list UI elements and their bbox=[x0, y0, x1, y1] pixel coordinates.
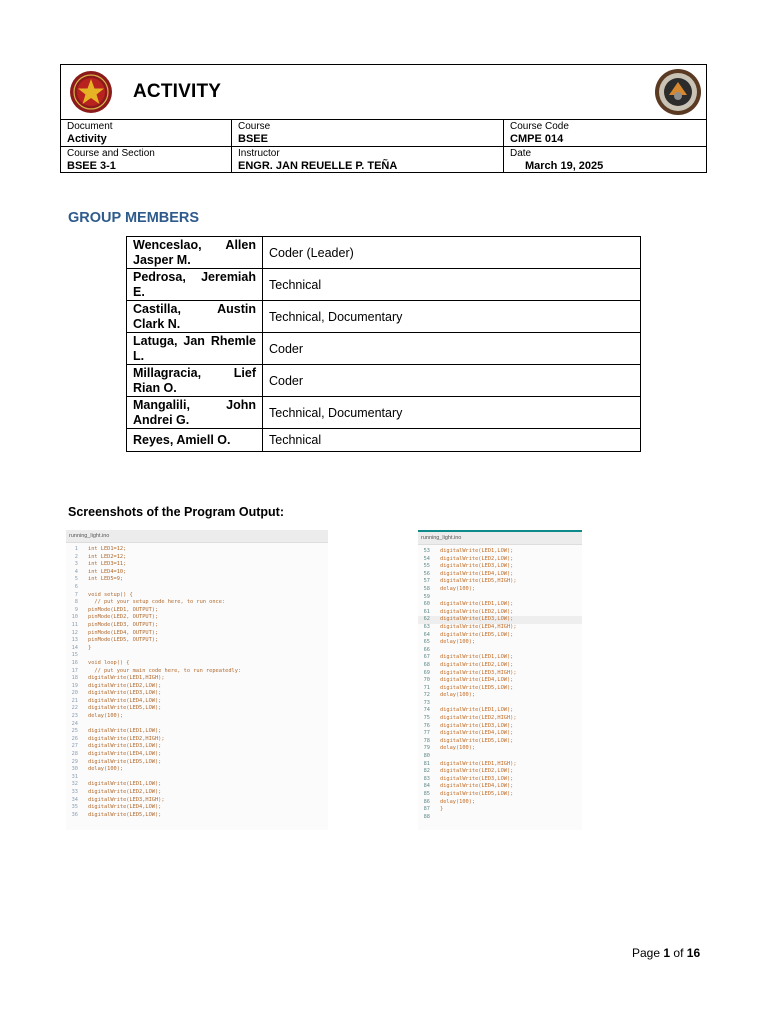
code-line bbox=[66, 789, 328, 797]
code-text: } bbox=[440, 806, 444, 813]
code-line bbox=[66, 614, 328, 622]
code-text: pinMode(LED4, OUTPUT); bbox=[88, 629, 159, 636]
page-prefix: Page bbox=[632, 946, 661, 960]
editor-tab: running_light.ino bbox=[418, 532, 582, 545]
line-number: 68 bbox=[423, 661, 430, 668]
member-row bbox=[127, 397, 641, 429]
code-line bbox=[66, 660, 328, 668]
code-line bbox=[66, 698, 328, 706]
line-number: 19 bbox=[71, 682, 78, 689]
group-members-table bbox=[126, 236, 641, 452]
line-number: 62 bbox=[423, 616, 430, 623]
line-number: 9 bbox=[74, 606, 78, 613]
code-line bbox=[66, 690, 328, 698]
document-title: ACTIVITY bbox=[133, 81, 222, 102]
code-line bbox=[418, 692, 582, 700]
university-seal-logo bbox=[69, 70, 113, 114]
code-text: // put your setup code here, to run once: bbox=[88, 599, 226, 606]
code-text: delay(100); bbox=[440, 745, 476, 752]
editor-tab: running_light.ino bbox=[66, 530, 328, 543]
code-line bbox=[66, 652, 328, 660]
member-role: Technical, Documentary bbox=[263, 397, 641, 429]
document-cell bbox=[61, 120, 231, 146]
code-text: digitalWrite(LED1,LOW); bbox=[440, 601, 514, 608]
line-number: 87 bbox=[423, 806, 430, 813]
code-line bbox=[66, 812, 328, 820]
header-row-1 bbox=[61, 120, 706, 147]
code-text: delay(100); bbox=[88, 713, 124, 720]
line-number: 24 bbox=[71, 720, 78, 727]
line-number: 13 bbox=[71, 637, 78, 644]
code-line bbox=[66, 668, 328, 676]
line-number: 23 bbox=[71, 713, 78, 720]
code-line bbox=[418, 806, 582, 814]
code-line bbox=[66, 561, 328, 569]
code-line bbox=[418, 654, 582, 662]
line-number: 15 bbox=[71, 652, 78, 659]
line-number: 69 bbox=[423, 669, 430, 676]
code-text: digitalWrite(LED4,LOW); bbox=[88, 804, 162, 811]
code-line bbox=[66, 584, 328, 592]
code-line bbox=[418, 799, 582, 807]
code-text: digitalWrite(LED2,LOW); bbox=[88, 789, 162, 795]
line-number: 31 bbox=[71, 773, 78, 780]
section-cell bbox=[61, 147, 231, 172]
code-text: int LED1=12; bbox=[88, 546, 127, 552]
line-number: 11 bbox=[71, 621, 78, 628]
section-value: BSEE 3-1 bbox=[67, 160, 116, 172]
line-number: 35 bbox=[71, 804, 78, 811]
code-line bbox=[418, 563, 582, 571]
code-text: digitalWrite(LED2,LOW); bbox=[440, 768, 514, 775]
page-number bbox=[632, 946, 700, 960]
code-text: delay(100); bbox=[88, 766, 124, 773]
code-screenshot-right bbox=[418, 530, 582, 830]
code-line bbox=[66, 599, 328, 607]
line-number: 18 bbox=[71, 675, 78, 682]
member-name: Castilla, Austin Clark N. bbox=[127, 301, 263, 333]
code-line bbox=[66, 774, 328, 782]
code-line bbox=[66, 781, 328, 789]
line-number: 83 bbox=[423, 775, 430, 782]
code-text: digitalWrite(LED2,HIGH); bbox=[88, 735, 165, 742]
code-text: pinMode(LED1, OUTPUT); bbox=[88, 606, 159, 613]
code-line bbox=[418, 685, 582, 693]
course-cell bbox=[231, 120, 503, 146]
member-name: Millagracia, Lief Rian O. bbox=[127, 365, 263, 397]
document-label: Document bbox=[67, 121, 113, 132]
code-text: digitalWrite(LED1,LOW); bbox=[88, 728, 162, 735]
code-line bbox=[66, 569, 328, 577]
page-total: 16 bbox=[686, 946, 701, 960]
line-number: 3 bbox=[74, 561, 78, 568]
line-number: 2 bbox=[74, 553, 78, 560]
code-text: digitalWrite(LED3,LOW); bbox=[440, 722, 514, 729]
code-text: digitalWrite(LED2,HIGH); bbox=[440, 715, 517, 722]
line-number: 28 bbox=[71, 751, 78, 758]
code-text: int LED5=9; bbox=[88, 576, 124, 583]
code-line bbox=[66, 637, 328, 645]
line-number: 36 bbox=[71, 811, 78, 818]
line-number: 61 bbox=[423, 608, 430, 615]
code-line bbox=[418, 768, 582, 776]
member-name: Mangalili, John Andrei G. bbox=[127, 397, 263, 429]
code-line bbox=[418, 745, 582, 753]
date-label: Date bbox=[510, 148, 532, 159]
code-line bbox=[418, 632, 582, 640]
line-number: 78 bbox=[423, 737, 430, 744]
code-line bbox=[418, 616, 582, 624]
code-lines bbox=[66, 543, 328, 819]
line-number: 60 bbox=[423, 601, 430, 608]
code-line bbox=[66, 675, 328, 683]
code-text: digitalWrite(LED5,LOW); bbox=[88, 758, 162, 765]
code-line bbox=[66, 728, 328, 736]
line-number: 58 bbox=[423, 585, 430, 592]
member-row bbox=[127, 301, 641, 333]
code-text: digitalWrite(LED2,LOW); bbox=[88, 682, 162, 689]
line-number: 84 bbox=[423, 783, 430, 790]
line-number: 76 bbox=[423, 722, 430, 729]
member-role: Technical bbox=[263, 429, 641, 452]
line-number: 17 bbox=[71, 667, 78, 674]
code-text: digitalWrite(LED5,LOW); bbox=[440, 631, 514, 638]
member-row bbox=[127, 429, 641, 452]
line-number: 59 bbox=[423, 593, 430, 600]
page-current: 1 bbox=[663, 946, 671, 960]
course-code-cell bbox=[503, 120, 706, 146]
code-text: } bbox=[88, 644, 92, 651]
code-line bbox=[418, 761, 582, 769]
code-line bbox=[418, 776, 582, 784]
code-text: digitalWrite(LED3,HIGH); bbox=[440, 669, 517, 676]
code-text: pinMode(LED5, OUTPUT); bbox=[88, 637, 159, 644]
code-text: digitalWrite(LED3,LOW); bbox=[440, 616, 514, 623]
code-text: digitalWrite(LED2,LOW); bbox=[440, 608, 514, 615]
line-number: 29 bbox=[71, 758, 78, 765]
line-number: 55 bbox=[423, 563, 430, 570]
code-text: int LED3=11; bbox=[88, 561, 127, 568]
code-line bbox=[66, 622, 328, 630]
line-number: 7 bbox=[74, 591, 78, 598]
line-number: 73 bbox=[423, 699, 430, 706]
member-role: Coder bbox=[263, 365, 641, 397]
code-line bbox=[418, 670, 582, 678]
line-number: 21 bbox=[71, 697, 78, 704]
line-number: 65 bbox=[423, 639, 430, 646]
member-row bbox=[127, 269, 641, 301]
line-number: 77 bbox=[423, 730, 430, 737]
code-line bbox=[418, 662, 582, 670]
line-number: 14 bbox=[71, 644, 78, 651]
code-text: digitalWrite(LED4,LOW); bbox=[440, 677, 514, 684]
instructor-label: Instructor bbox=[238, 148, 280, 159]
member-role: Technical, Documentary bbox=[263, 301, 641, 333]
code-text: digitalWrite(LED3,LOW); bbox=[440, 563, 514, 570]
code-text: digitalWrite(LED4,LOW); bbox=[440, 730, 514, 737]
code-line bbox=[66, 554, 328, 562]
line-number: 6 bbox=[74, 583, 78, 590]
code-text: digitalWrite(LED1,LOW); bbox=[440, 707, 514, 714]
code-text: digitalWrite(LED1,HIGH); bbox=[88, 675, 165, 682]
code-line bbox=[418, 578, 582, 586]
code-line bbox=[418, 791, 582, 799]
line-number: 30 bbox=[71, 766, 78, 773]
code-text: digitalWrite(LED3,LOW); bbox=[88, 743, 162, 750]
code-line bbox=[418, 707, 582, 715]
code-text: digitalWrite(LED4,HIGH); bbox=[440, 623, 517, 630]
code-line bbox=[66, 630, 328, 638]
code-line bbox=[418, 677, 582, 685]
line-number: 10 bbox=[71, 614, 78, 621]
code-line bbox=[418, 624, 582, 632]
line-number: 75 bbox=[423, 715, 430, 722]
code-text: digitalWrite(LED4,LOW); bbox=[88, 751, 162, 758]
code-line bbox=[418, 601, 582, 609]
code-text: digitalWrite(LED4,LOW); bbox=[440, 570, 514, 577]
code-text: delay(100); bbox=[440, 798, 476, 805]
code-text: digitalWrite(LED5,LOW); bbox=[88, 705, 162, 712]
instructor-value: ENGR. JAN REUELLE P. TEÑA bbox=[238, 160, 398, 172]
header-row-2 bbox=[61, 147, 706, 172]
line-number: 16 bbox=[71, 659, 78, 666]
line-number: 81 bbox=[423, 760, 430, 767]
code-line bbox=[66, 705, 328, 713]
code-text: digitalWrite(LED3,LOW); bbox=[88, 690, 162, 697]
line-number: 1 bbox=[74, 546, 78, 552]
code-line bbox=[418, 556, 582, 564]
line-number: 53 bbox=[423, 548, 430, 554]
code-line bbox=[418, 609, 582, 617]
college-seal-logo bbox=[654, 68, 702, 116]
code-line bbox=[418, 571, 582, 579]
code-line bbox=[66, 766, 328, 774]
code-text: digitalWrite(LED1,LOW); bbox=[440, 654, 514, 661]
code-line bbox=[66, 751, 328, 759]
document-value: Activity bbox=[67, 133, 107, 145]
code-text: digitalWrite(LED5,LOW); bbox=[88, 811, 162, 818]
code-line bbox=[66, 607, 328, 615]
code-text: digitalWrite(LED1,LOW); bbox=[440, 548, 514, 554]
course-code-label: Course Code bbox=[510, 121, 569, 132]
line-number: 54 bbox=[423, 555, 430, 562]
member-role: Technical bbox=[263, 269, 641, 301]
page-of: of bbox=[673, 946, 684, 960]
line-number: 33 bbox=[71, 789, 78, 795]
line-number: 86 bbox=[423, 798, 430, 805]
line-number: 4 bbox=[74, 568, 78, 575]
course-label: Course bbox=[238, 121, 271, 132]
line-number: 22 bbox=[71, 705, 78, 712]
member-row bbox=[127, 365, 641, 397]
code-line bbox=[418, 715, 582, 723]
code-line bbox=[418, 700, 582, 708]
course-code-value: CMPE 014 bbox=[510, 133, 564, 145]
line-number: 72 bbox=[423, 692, 430, 699]
code-line bbox=[418, 548, 582, 556]
code-line bbox=[418, 753, 582, 761]
code-line bbox=[66, 721, 328, 729]
member-name: Pedrosa, Jeremiah E. bbox=[127, 269, 263, 301]
code-text: digitalWrite(LED4,LOW); bbox=[440, 783, 514, 790]
line-number: 79 bbox=[423, 745, 430, 752]
member-name: Reyes, Amiell O. bbox=[127, 429, 263, 452]
code-text: delay(100); bbox=[440, 585, 476, 592]
code-text: digitalWrite(LED5,LOW); bbox=[440, 737, 514, 744]
line-number: 80 bbox=[423, 753, 430, 760]
code-line bbox=[66, 804, 328, 812]
group-members-heading: GROUP MEMBERS bbox=[68, 210, 200, 226]
code-line bbox=[418, 639, 582, 647]
line-number: 12 bbox=[71, 629, 78, 636]
member-row bbox=[127, 333, 641, 365]
line-number: 8 bbox=[74, 599, 78, 606]
line-number: 56 bbox=[423, 570, 430, 577]
code-line bbox=[418, 738, 582, 746]
member-name: Latuga, Jan Rhemle L. bbox=[127, 333, 263, 365]
date-value: March 19, 2025 bbox=[525, 160, 604, 172]
line-number: 26 bbox=[71, 735, 78, 742]
course-value: BSEE bbox=[238, 133, 268, 145]
code-text: int LED2=12; bbox=[88, 553, 127, 560]
code-line bbox=[66, 736, 328, 744]
code-text: // put your main code here, to run repeatedly: bbox=[88, 667, 242, 674]
section-label: Course and Section bbox=[67, 148, 155, 159]
line-number: 88 bbox=[423, 813, 430, 820]
code-line bbox=[66, 546, 328, 554]
code-text: digitalWrite(LED5,LOW); bbox=[440, 684, 514, 691]
code-line bbox=[418, 586, 582, 594]
code-text: digitalWrite(LED2,LOW); bbox=[440, 555, 514, 562]
line-number: 57 bbox=[423, 578, 430, 585]
member-row bbox=[127, 237, 641, 269]
code-text: void loop() { bbox=[88, 659, 130, 666]
code-lines bbox=[418, 545, 582, 821]
instructor-cell bbox=[231, 147, 503, 172]
line-number: 63 bbox=[423, 623, 430, 630]
code-line bbox=[66, 592, 328, 600]
code-line bbox=[418, 730, 582, 738]
code-line bbox=[418, 783, 582, 791]
code-text: pinMode(LED3, OUTPUT); bbox=[88, 621, 159, 628]
code-line bbox=[66, 713, 328, 721]
line-number: 34 bbox=[71, 796, 78, 803]
line-number: 27 bbox=[71, 743, 78, 750]
code-line bbox=[418, 723, 582, 731]
line-number: 70 bbox=[423, 677, 430, 684]
line-number: 20 bbox=[71, 690, 78, 697]
line-number: 71 bbox=[423, 684, 430, 691]
code-text: void setup() { bbox=[88, 591, 133, 598]
code-line bbox=[418, 647, 582, 655]
code-line bbox=[66, 759, 328, 767]
code-text: digitalWrite(LED3,LOW); bbox=[440, 775, 514, 782]
header-title-bar bbox=[61, 65, 706, 120]
code-text: digitalWrite(LED1,HIGH); bbox=[440, 760, 517, 767]
date-cell bbox=[503, 147, 706, 172]
line-number: 32 bbox=[71, 781, 78, 788]
code-line bbox=[66, 743, 328, 751]
code-text: int LED4=10; bbox=[88, 568, 127, 575]
code-text: digitalWrite(LED5,LOW); bbox=[440, 791, 514, 797]
line-number: 5 bbox=[74, 576, 78, 583]
code-text: digitalWrite(LED3,HIGH); bbox=[88, 796, 165, 803]
code-line bbox=[418, 814, 582, 822]
line-number: 66 bbox=[423, 646, 430, 653]
code-screenshot-left bbox=[66, 530, 328, 830]
member-role: Coder bbox=[263, 333, 641, 365]
code-text: digitalWrite(LED2,LOW); bbox=[440, 661, 514, 668]
member-role: Coder (Leader) bbox=[263, 237, 641, 269]
document-header bbox=[60, 64, 707, 173]
code-text: pinMode(LED2, OUTPUT); bbox=[88, 614, 159, 621]
code-line bbox=[66, 576, 328, 584]
code-text: digitalWrite(LED5,HIGH); bbox=[440, 578, 517, 585]
line-number: 64 bbox=[423, 631, 430, 638]
line-number: 82 bbox=[423, 768, 430, 775]
line-number: 74 bbox=[423, 707, 430, 714]
code-line bbox=[66, 683, 328, 691]
screenshots-heading: Screenshots of the Program Output: bbox=[68, 505, 284, 519]
code-line bbox=[66, 645, 328, 653]
line-number: 67 bbox=[423, 654, 430, 661]
code-text: delay(100); bbox=[440, 692, 476, 699]
line-number: 85 bbox=[423, 791, 430, 797]
code-text: digitalWrite(LED1,LOW); bbox=[88, 781, 162, 788]
code-text: digitalWrite(LED4,LOW); bbox=[88, 697, 162, 704]
member-name: Wenceslao, Allen Jasper M. bbox=[127, 237, 263, 269]
code-line bbox=[418, 594, 582, 602]
line-number: 25 bbox=[71, 728, 78, 735]
code-text: delay(100); bbox=[440, 639, 476, 646]
code-line bbox=[66, 797, 328, 805]
